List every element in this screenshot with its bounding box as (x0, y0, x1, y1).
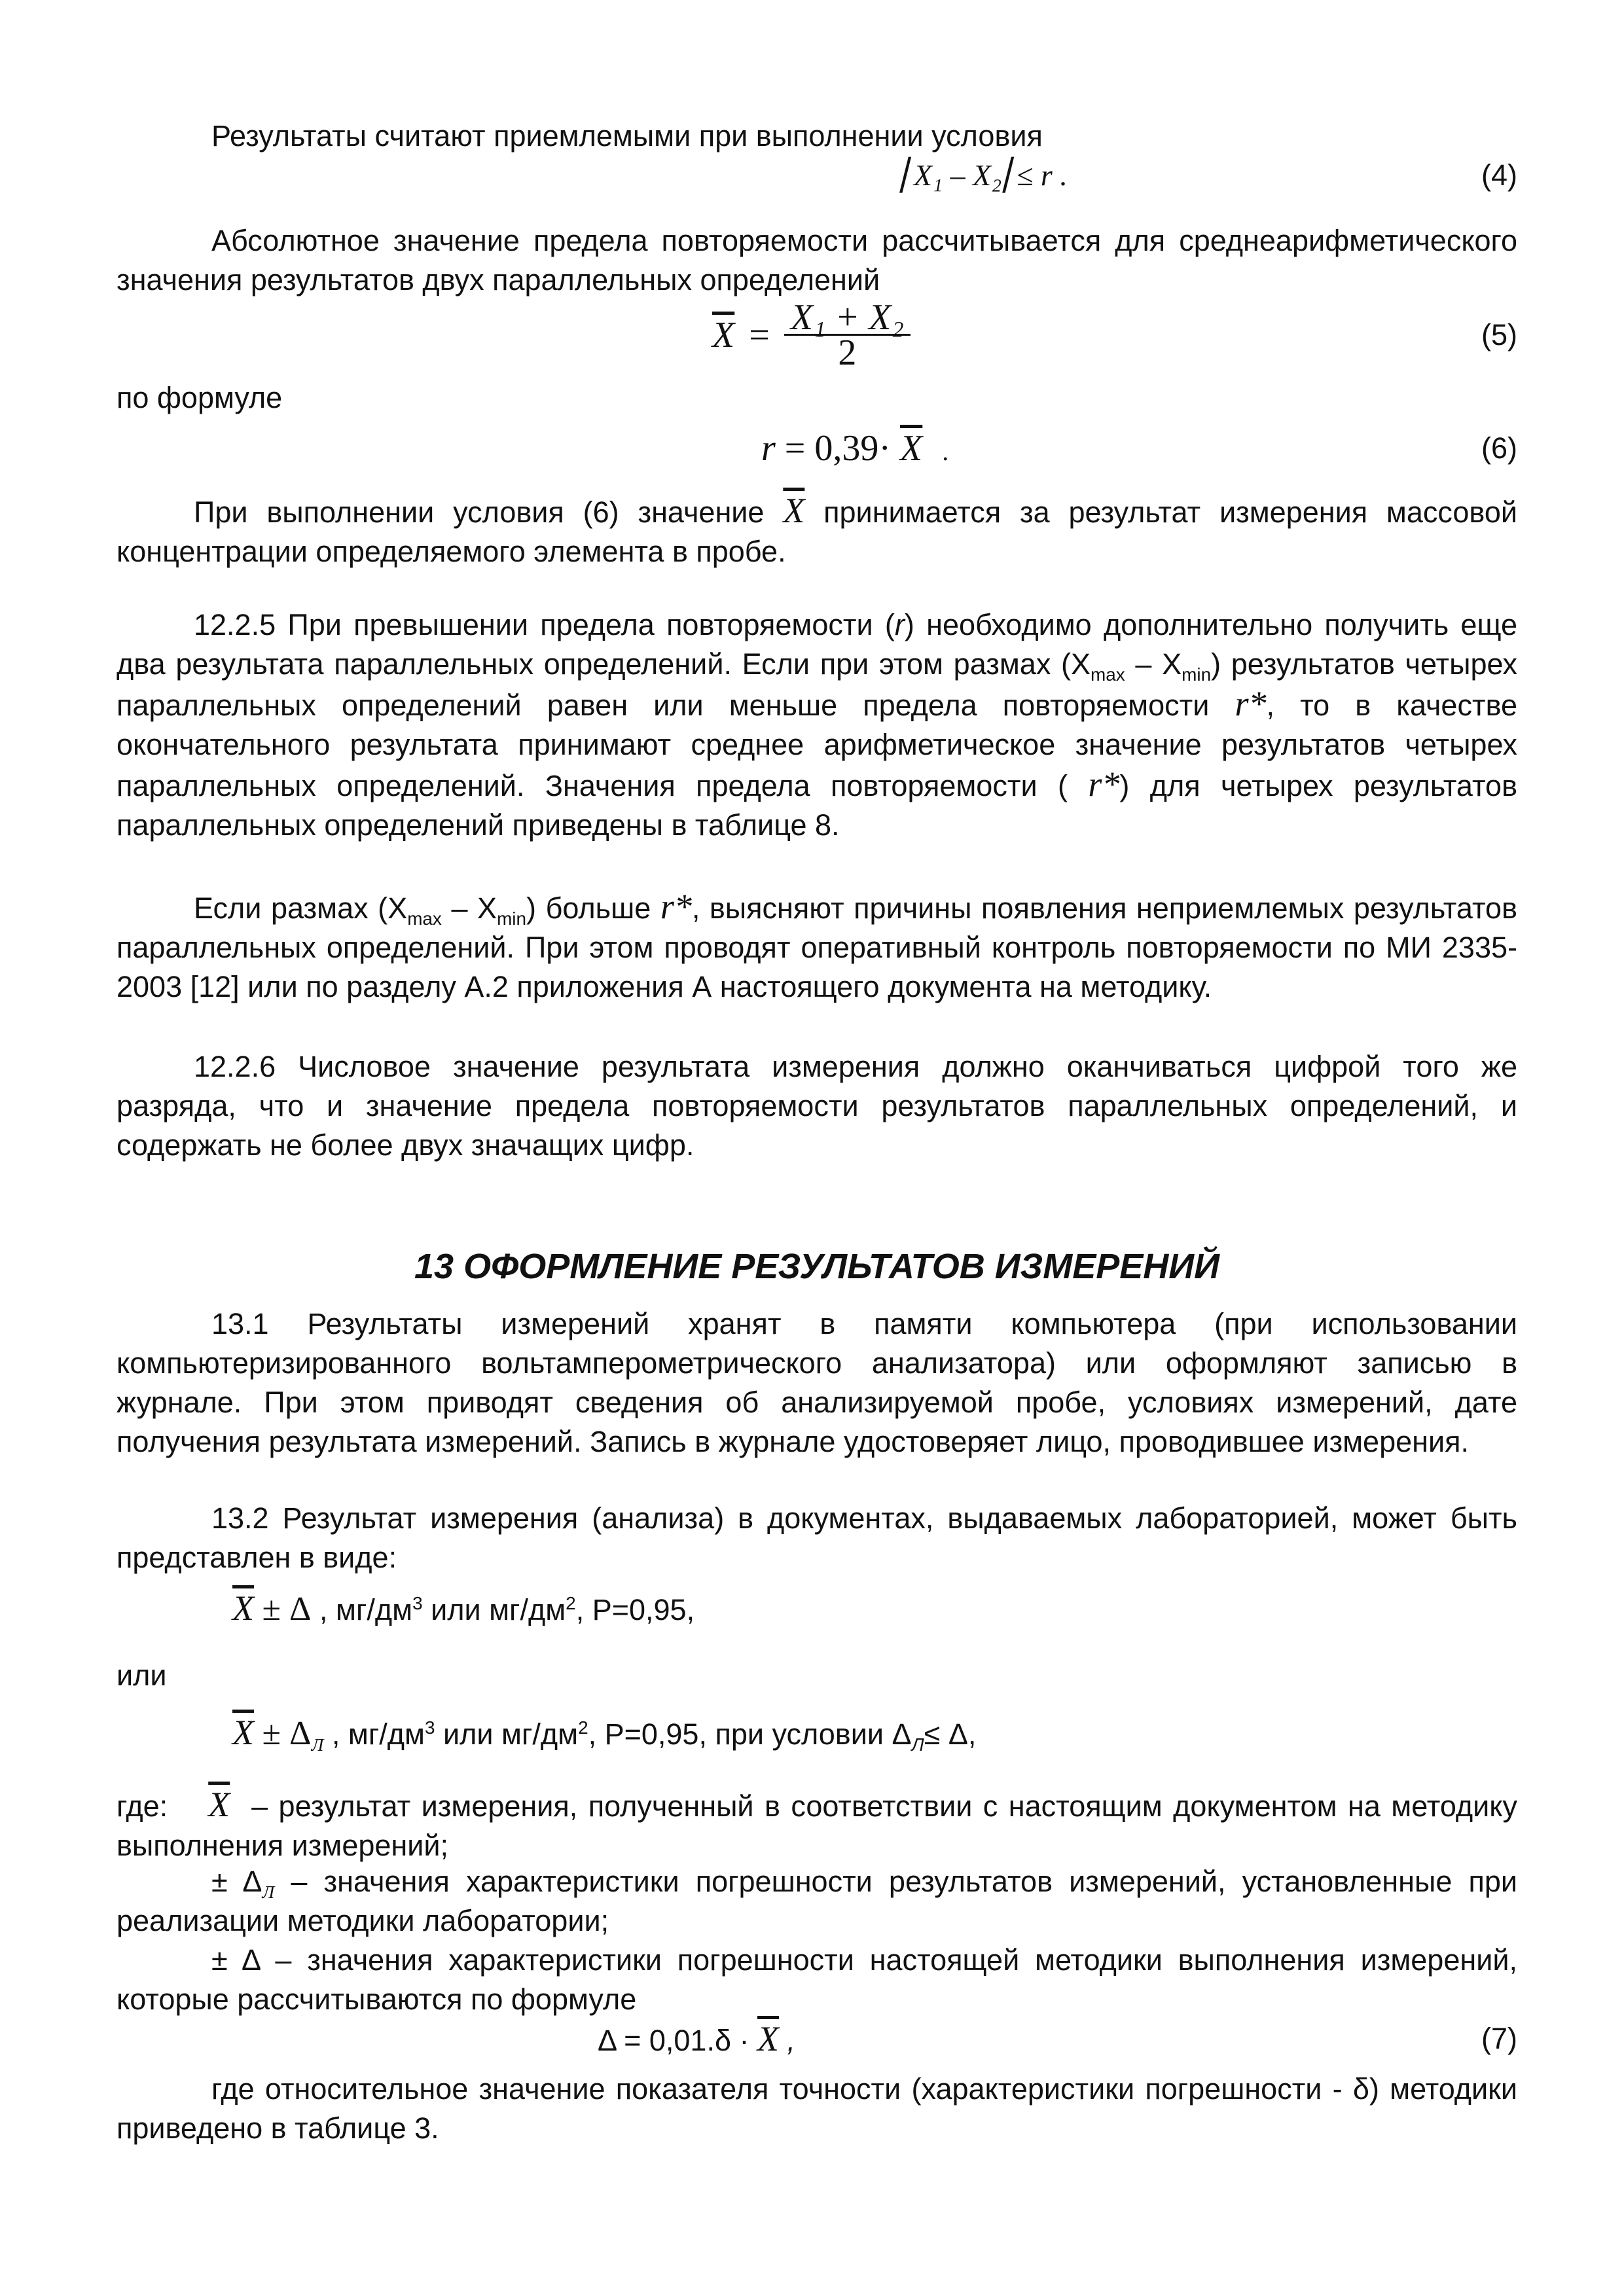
mean-x-symbol: $\overline{X}$ (783, 491, 805, 530)
p1225-text-c: – X (1125, 647, 1182, 681)
subscript-max: max (1091, 664, 1125, 685)
superscript-3: 3 (424, 1717, 435, 1738)
equals-sign: = (749, 315, 770, 355)
equation-4-expression: ⎜X₁ – X₂⎜≤ r . (899, 158, 1068, 192)
range-text-a: Если размах (X (194, 891, 408, 925)
equation-7-number: (7) (1481, 2022, 1517, 2055)
equation-6 (117, 429, 1517, 468)
range-text-c: ) больше (526, 891, 651, 925)
p1225-text-d: ) результатов четырех параллельных определений равен или меньше предела повторяемости (117, 647, 1518, 722)
r-symbol: r (761, 428, 776, 469)
condition-a: , P=0,95, при условии Δ (588, 1717, 912, 1751)
mean-x-symbol: $\overline{X}$ (757, 2019, 779, 2058)
definition-x-text: – результат измерения, полученный в соответствии с настоящим документом на методику выполнения измерений; (117, 1789, 1517, 1862)
equation-6-expression (761, 429, 948, 471)
subscript-max: max (407, 908, 442, 929)
fraction (784, 296, 911, 373)
equation-5 (117, 296, 1517, 374)
r-symbol: r (894, 608, 905, 641)
p1225-text-e: , то в качестве окончательного результата принимают среднее арифметическое значение результатов четырех параллельных определений. Значения предела повторяемости ( (117, 689, 1517, 802)
plus-minus-delta-l: ± Δ (262, 1715, 312, 1752)
equation-6-number: (6) (1481, 431, 1517, 465)
mean-x-symbol: $\overline{X}$ (232, 1713, 254, 1752)
equation-6-dot: . (942, 437, 949, 466)
p1225-text-b: ) необходимо дополнительно получить еще два результата параллельных определений. Если при этом размах (X (117, 608, 1517, 681)
condition-text-b: принимается за результат измерения массовой концентрации определяемого элемента в пробе. (117, 495, 1517, 568)
units-a: , мг/дм (311, 1593, 413, 1626)
superscript-2: 2 (566, 1593, 576, 1613)
condition-paragraph (117, 491, 1517, 571)
range-text-d: , выясняют причины появления неприемлемых результатов параллельных определений. При этом проводят оперативный контроль повторяемости по МИ 2335-2003 [12] или по разделу А.2 приложения А настоящего документа на методику. (117, 891, 1517, 1003)
definition-delta-l (117, 1862, 1517, 1941)
equation-7-text-a: Δ = 0,01.δ · (598, 2024, 749, 2057)
range-text-b: – X (441, 891, 497, 925)
paragraph-13-2: 13.2 Результат измерения (анализа) в документах, выдаваемых лабораторией, может быть представлен в виде: (117, 1501, 1517, 1574)
result-form-2 (232, 1713, 1476, 1754)
equation-5-expression (712, 296, 911, 374)
paragraph-13-1: 13.1 Результаты измерений хранят в памяти компьютера (при использовании компьютеризированного вольтамперометрического анализатора) или оформляют записью в журнале. При этом приводят сведения об анализируемой пробе, условиях измерений, дате получения результата измерений. Запись в журнале удостоверяет лицо, проводившее измерения. (117, 1307, 1517, 1458)
r-star-symbol: r* (1235, 684, 1267, 723)
delta-l-symbol: ± Δ (211, 1865, 262, 1898)
subscript-l: Л (911, 1734, 924, 1755)
units-b: или мг/дм (422, 1593, 566, 1626)
superscript-3: 3 (412, 1593, 423, 1613)
absolute-value-paragraph: Абсолютное значение предела повторяемости рассчитывается для среднеарифметического значения результатов двух параллельных определений (117, 224, 1517, 296)
p1225-text-f: ) для четырех результатов параллельных определений приведены в таблице 8. (117, 769, 1517, 842)
mean-x-symbol: $\overline{X}$ (712, 315, 735, 355)
mean-x-symbol: $\overline{X}$ (900, 428, 923, 469)
r-star-symbol: r* (1088, 764, 1120, 804)
superscript-2: 2 (578, 1717, 588, 1738)
definition-x (117, 1785, 1517, 1865)
fraction-numerator: X₁ + X₂ (784, 301, 911, 336)
equation-6-rhs: = 0,39· (784, 428, 892, 469)
subscript-min: min (1182, 664, 1212, 685)
paragraph-12-2-6: 12.2.6 Числовое значение результата измерения должно оканчиваться цифрой того же разряда, что и значение предела повторяемости результатов параллельных определений, и содержать не более двух значащих цифр. (117, 1050, 1517, 1162)
final-paragraph: где относительное значение показателя точности (характеристики погрешности - δ) методики приведено в таблице 3. (117, 2072, 1517, 2145)
equation-4-number: (4) (1481, 158, 1517, 192)
condition-text-a: При выполнении условия (6) значение (194, 495, 765, 529)
ili-text: или (117, 1659, 167, 1692)
units-tail: , P=0,95, (575, 1593, 695, 1626)
result-form-1 (232, 1588, 1476, 1630)
subscript-l: Л (311, 1735, 324, 1755)
paragraph-12-2-5 (117, 605, 1517, 845)
po-formule-text: по формуле (117, 381, 283, 414)
equation-4 (117, 156, 1517, 195)
equation-7-expression (598, 2019, 795, 2060)
equation-5-number: (5) (1481, 318, 1517, 351)
fraction-denominator: 2 (838, 332, 857, 373)
equation-7 (117, 2019, 1517, 2058)
units-b: или мг/дм (435, 1717, 579, 1751)
plus-minus-delta: ± Δ (262, 1590, 312, 1628)
mean-x-symbol: $\overline{X}$ (208, 1785, 230, 1824)
subscript-l: Л (262, 1882, 275, 1903)
range-paragraph (117, 887, 1517, 1007)
subscript-min: min (497, 908, 527, 929)
definition-delta-l-text: – значения характеристики погрешности результатов измерений, установленные при реализации методики лаборатории; (117, 1865, 1517, 1937)
equation-7-comma: , (787, 2024, 796, 2057)
intro-paragraph: Результаты считают приемлемыми при выполнении условия (211, 119, 1043, 152)
definition-delta: ± Δ – значения характеристики погрешности настоящей методики выполнения измерений, которые рассчитываются по формуле (117, 1943, 1517, 2016)
units-a: , мг/дм (323, 1717, 425, 1751)
r-star-symbol: r* (660, 887, 692, 926)
section-13-heading: 13 ОФОРМЛЕНИЕ РЕЗУЛЬТАТОВ ИЗМЕРЕНИЙ (414, 1247, 1219, 1286)
mean-x-symbol: $\overline{X}$ (232, 1588, 254, 1628)
gde-label: где: (117, 1789, 168, 1823)
condition-b: ≤ Δ, (924, 1717, 977, 1751)
p1225-text-a: 12.2.5 При превышении предела повторяемости ( (194, 608, 895, 641)
